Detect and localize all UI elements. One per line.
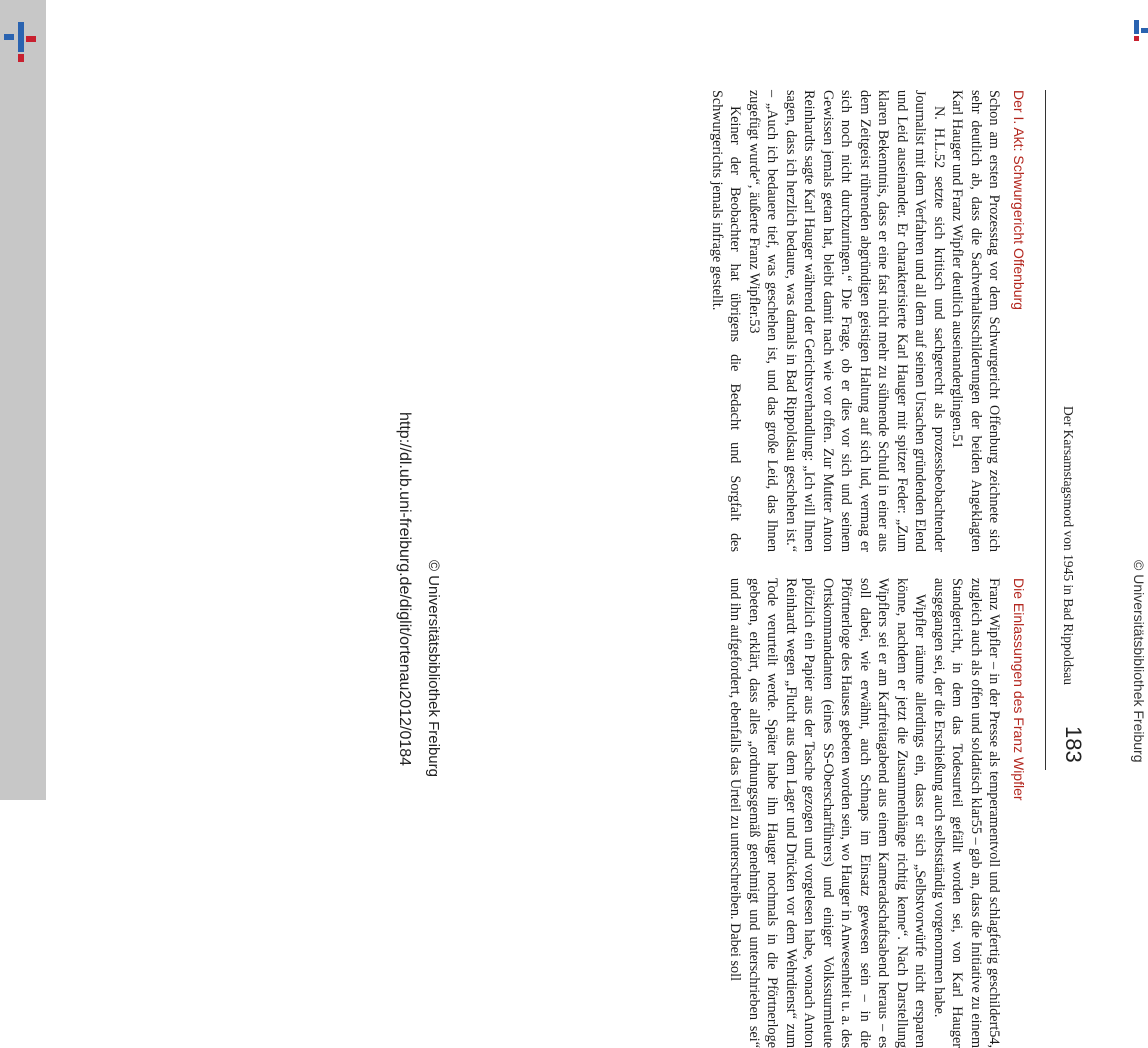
library-logo-icon	[2, 20, 38, 64]
document-url[interactable]: http://dl.ub.uni-freiburg.de/diglit/ortenau2012/0184	[396, 412, 413, 767]
book-page	[90, 90, 1090, 1048]
copyright-notice-right: © Universitätsbibliothek Freiburg	[1131, 560, 1147, 763]
page-number: 183	[1061, 726, 1086, 763]
section-heading-schwurgericht: Der I. Akt: Schwurgericht Offenburg	[1011, 90, 1027, 310]
library-logo-icon-right	[1130, 18, 1148, 42]
running-title: Der Karsamstagsmord von 1945 in Bad Rippoldsau	[1061, 406, 1076, 685]
paragraph: Keiner der Beobachter hat übrigens die Bedacht und Sorgfalt des Schwurgerichts jemals infrage gestellt.	[709, 90, 744, 552]
paragraph: Schon am ersten Prozesstag vor dem Schwurgericht Offenburg zeichnete sich sehr deutlich ab, dass die Sachverhaltsschilderungen der beiden Angeklagten Karl Hauger und Franz Wipfler deutlich auseinanderglingen.51	[949, 90, 1003, 552]
column-right	[726, 578, 1028, 1048]
running-head	[1045, 90, 1090, 770]
section-heading-wipfler: Die Einlassungen des Franz Wipfler	[1011, 578, 1027, 801]
paragraph: Franz Wipfler – in der Presse als temperamentvoll und schlagfertig geschildert54, zugleich auch als offen und soldatisch klar55 – gab an, dass die Initiative zu einem Standgericht, in dem das Todesurteil gefällt worden sei, von Karl Hauger ausgegangen sei, der die Erschießung auch selbstständig vorgenommen habe.	[931, 578, 1003, 1048]
viewer-sidebar	[0, 0, 46, 800]
paragraph: Wipfler räumte allerdings ein, dass er sich „Selbstvorwürfe nicht ersparen könne, nachdem er jetzt die Zusammenhänge richtig kenne“. Nach Darstellung Wipflers sei er am Karfreitagabend aus einem Kameradschaftsabend heraus – es soll dabei, wie erwähnt, auch Schnaps im Einsatz gewesen sein – in die Pförtnerloge des Hauses gebeten worden sein, wo Hauger in Anwesenheit u. a. des Ortskommandanten (eines SS-Oberscharführers) und einiger Volkssturmleute plötzlich ein Papier aus der Tasche gezogen und vorgelesen habe, wonach Anton Reinhardt wegen „Flucht aus dem Lager und Drücken vor dem Wehrdienst“ zum Tode verurteilt werde. Später habe ihn Hauger nochmals in die Pförtnerloge gebeten, erklärt, dass alles „ordnungsgemäß genehmigt und unterschrieben sei“ und ihn aufgefordert, ebenfalls das Urteil zu unterschreiben. Dabei soll	[727, 578, 929, 1048]
column-left	[708, 90, 1029, 552]
paragraph: N. H.L.52 setzte sich kritisch und sachgerecht als prozessbeobachtender Journalist mit dem Verfahren und all dem auf seinen Ursachen gründenden Elend und Leid auseinander. Er charakterisierte Karl Hauger mit spitzer Feder: „Zum klaren Bekenntnis, dass er eine fast nicht mehr zu sühnende Schuld in einer aus dem Zeitgeist rührenden abgründigen geistigen Haltung auf sich lud, vermag er sich noch nicht durchzuringen.“ Die Frage, ob er dies vor sich und seinem Gewissen jemals getan hat, bleibt damit nach wie vor offen. Zur Mutter Anton Reinhardts sagte Karl Hauger während der Gerichtsverhandlung: „Ich will Ihnen sagen, dass ich herzlich bedaure, was damals in Bad Rippoldsau geschehen ist.“ – „Auch ich bedauere tief, was geschehen ist, und das große Leid, das Ihnen zugefügt wurde“, äußerte Franz Wipfler.53	[746, 90, 947, 552]
copyright-notice: © Universitätsbibliothek Freiburg	[425, 560, 442, 777]
